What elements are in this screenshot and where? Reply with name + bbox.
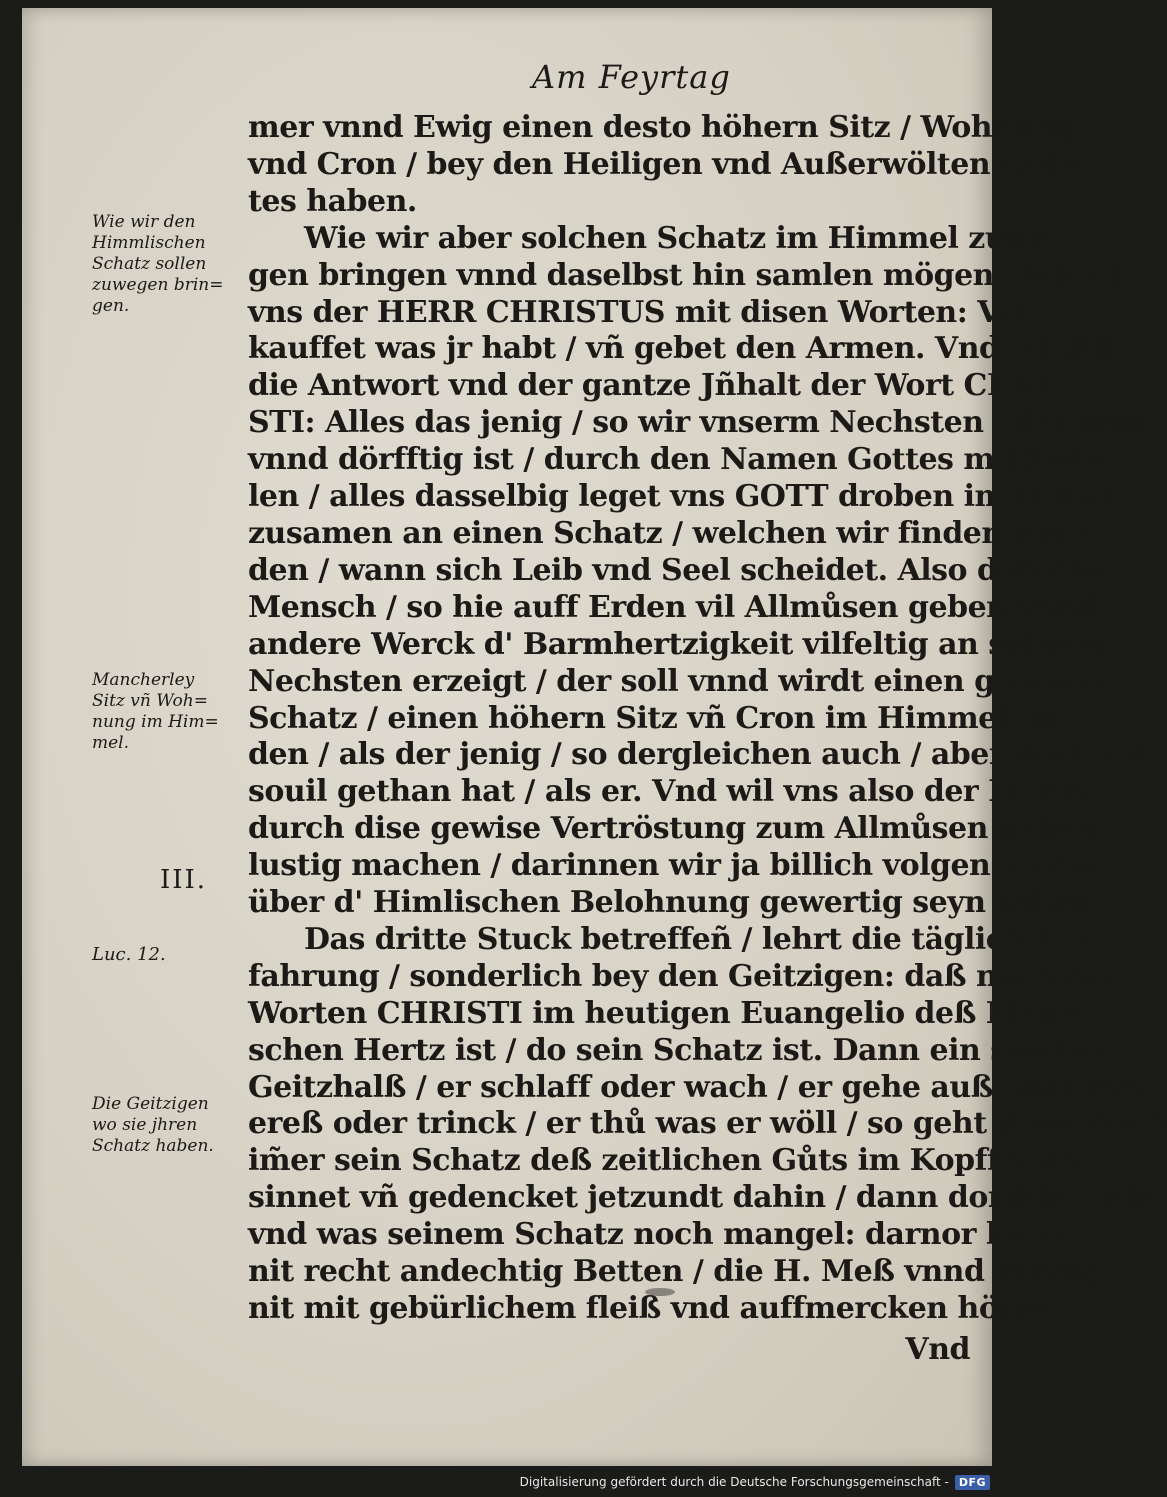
text-line: len / alles dasselbig leget vns GOTT droben im Himel <box>248 479 1116 515</box>
text-line: vnd was seinem Schatz noch mangel: darnor kan er <box>248 1217 1091 1253</box>
text-line: den / wann sich Leib vnd Seel scheidet. Also daß diser <box>248 552 1131 588</box>
text-line: Geitzhalß / er schlaff oder wach / er gehe auß oder eyn / <box>248 1069 1164 1105</box>
margin-note-line: nung im Him= <box>92 712 219 732</box>
text-line: tes haben. <box>248 183 417 219</box>
margin-note-line: Die Geitzigen <box>92 1094 209 1114</box>
ink-smudge <box>645 1288 675 1296</box>
margin-note-line: Himmlischen <box>92 233 206 253</box>
text-line: fahrung / sonderlich bey den Geitzigen: daß nach den <box>248 958 1126 994</box>
margin-note-heavenly-treasure <box>92 212 223 317</box>
footer-credit: Digitalisierung gefördert durch die Deutsche Forschungsgemeinschaft - <box>519 1475 949 1489</box>
text-line: sinnet vñ gedencket jetzundt dahin / dann dorthin / wie <box>248 1180 1156 1216</box>
text-line: schen Hertz ist / do sein Schatz ist. Dann ein solcher <box>248 1032 1111 1068</box>
text-line: den / als der jenig / so dergleichen auch / aber doch nit <box>248 737 1149 773</box>
margin-note-line: Sitz vñ Woh= <box>92 691 208 711</box>
margin-note-dwellings <box>92 670 219 754</box>
catchword: Vnd <box>905 1331 970 1367</box>
margin-note-line: wo sie jhren <box>92 1115 198 1135</box>
text-line: kauffet was jr habt / vñ gebet den Armen. Vnd ist diß <box>248 331 1114 367</box>
margin-note-line: gen. <box>92 296 130 316</box>
margin-note-line: Mancherley <box>92 670 195 690</box>
text-line: im̃er sein Schatz deß zeitlichen Gůts im Kopff vmb / <box>248 1143 1099 1179</box>
text-line: Mensch / so hie auff Erden vil Allmůsen geben vnnd <box>248 589 1098 625</box>
text-line: zusamen an einen Schatz / welchen wir finden wer= <box>248 515 1097 551</box>
margin-note-line: Wie wir den <box>92 212 196 232</box>
text-line: vns der HERR CHRISTUS mit disen Worten: Ver= <box>248 294 1056 330</box>
text-line: nit recht andechtig Betten / die H. Meß vnnd Predig <box>248 1254 1103 1290</box>
text-line: vnd Cron / bey den Heiligen vnd Außerwölten Got= <box>248 146 1083 182</box>
text-line: gen bringen vnnd daselbst hin samlen mögen / lehret <box>248 257 1123 293</box>
text-line: Worten CHRISTI im heutigen Euangelio deß Men= <box>248 995 1084 1031</box>
section-number: III. <box>160 865 208 895</box>
margin-note-line: mel. <box>92 733 130 753</box>
running-title: Am Feyrtag <box>532 58 731 96</box>
text-line: lustig machen / darinnen wir ja billich volgen vñ dar= <box>248 848 1128 884</box>
main-text-block <box>248 110 1167 1369</box>
text-line: mer vnnd Ewig einen desto höhern Sitz / Wohnung <box>248 110 1077 145</box>
text-line: Wie wir aber solchen Schatz im Himmel zuwe= <box>304 220 1075 256</box>
text-line: andere Werck d' Barmhertzigkeit vilfeltig an seinem <box>248 626 1106 662</box>
margin-note-line: Schatz sollen <box>92 254 207 274</box>
scripture-reference: Luc. 12. <box>92 944 166 965</box>
dfg-logo-icon: DFG <box>955 1475 990 1490</box>
margin-note-line: zuwegen brin= <box>92 275 224 295</box>
text-line: souil gethan hat / als er. Vnd wil vns also der HERR <box>248 774 1088 810</box>
text-line: nit mit gebürlichem fleiß vnd auffmercken hören. <box>248 1291 1064 1326</box>
margin-note-line: Schatz haben. <box>92 1136 214 1156</box>
text-line: Nechsten erzeigt / der soll vnnd wirdt einen grössern <box>248 663 1118 699</box>
digitization-footer <box>520 1471 990 1493</box>
text-line: Schatz / einen höhern Sitz vñ Cron im Himmel fin= <box>248 700 1087 736</box>
text-line: Das dritte Stuck betreffeñ / lehrt die täglich Er= <box>304 921 1098 957</box>
text-line: durch dise gewise Vertröstung zum Allmůsen geben / <box>248 811 1118 847</box>
text-line: über d' Himlischen Belohnung gewertig seyn sollen. <box>248 885 1103 921</box>
text-line: STI: Alles das jenig / so wir vnserm Nechsten / der arm <box>248 405 1144 441</box>
text-line: die Antwort vnd der gantze Jñhalt der Wort CHRI= <box>248 368 1078 404</box>
margin-note-misers <box>92 1094 214 1157</box>
text-line: vnnd dörfftig ist / durch den Namen Gottes mitthei= <box>248 442 1108 478</box>
text-line: ereß oder trinck / er thů was er wöll / so geht jhme doch <box>248 1106 1167 1142</box>
